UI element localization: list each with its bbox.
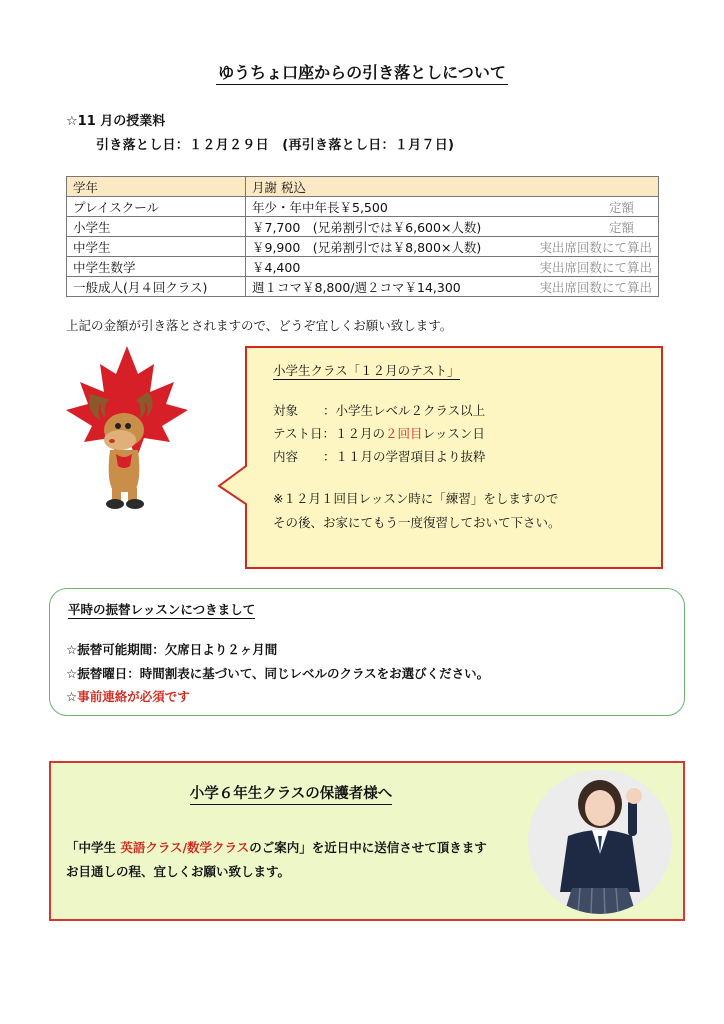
parents-title: 小学６年生クラスの保護者様へ [49,782,533,803]
fee-cell: 年少・年中年長￥5,500 [252,199,388,215]
fee-cell: ￥7,700 (兄弟割引では￥6,600×人数) [252,219,482,235]
grade-cell: 小学生 [67,217,246,237]
test-target-line: 対象 ：小学生レベル２クラス以上 [273,403,486,418]
parents-line1: 「中学生 英語クラス/数学クラスのご案内」を近日中に送信させて頂きます [66,840,487,855]
transfer-day-line: ☆振替曜日：時間割表に基づいて、同じレベルのクラスをお選びください。 [66,666,490,681]
table-header-row [67,177,659,197]
header-fee: 月謝 税込 [246,177,659,197]
table-row [67,277,659,297]
transfer-contact-line: ☆事前連絡が必須です [66,689,190,704]
fee-note: 実出席回数にて算出 [539,239,652,255]
fee-note: 定額 [608,199,634,215]
test-note-line1: ※１２月１回目レッスン時に「練習」をしますので [273,491,559,506]
debit-date-line: 引き落とし日：１２月２９日 (再引き落とし日：１月７日) [96,138,455,153]
table-footnote: 上記の金額が引き落とされますので、どうぞ宜しくお願い致します。 [66,318,453,333]
fee-table [66,176,659,297]
test-notice-title: 小学生クラス「１２月のテスト」 [273,363,460,378]
table-row [67,217,659,237]
student-photo-icon [528,770,672,914]
grade-cell: 一般成人(月４回クラス) [67,277,246,297]
test-date-line: テスト日：１２月の２回目レッスン日 [273,426,485,441]
grade-cell: 中学生 [67,237,246,257]
table-row [67,257,659,277]
fee-note: 定額 [608,219,634,235]
test-date-highlight: ２回目 [385,426,423,441]
transfer-title: 平時の振替レッスンにつきまして [68,602,256,617]
fee-cell: ￥4,400 [252,259,301,275]
grade-cell: 中学生数学 [67,257,246,277]
test-note-line2: その後、お家にてもう一度復習しておいて下さい。 [273,515,561,530]
fee-note: 実出席回数にて算出 [539,279,652,295]
transfer-period-line: ☆振替可能期間：欠席日より２ヶ月間 [66,642,278,657]
grade-cell: プレイスクール [67,197,246,217]
table-row [67,197,659,217]
student-in-uniform-photo [528,770,672,914]
required-contact-text: 事前連絡が必須です [77,689,190,704]
table-row [67,237,659,257]
fee-note: 実出席回数にて算出 [539,259,652,275]
maple-leaf-moose-mascot-icon [62,342,192,514]
page-title: ゆうちょ口座からの引き落としについて [0,60,724,83]
fee-cell: ￥9,900 (兄弟割引では￥8,800×人数) [252,239,482,255]
header-grade: 学年 [67,177,246,197]
tuition-heading: ☆11 月の授業料 [66,114,166,129]
parents-line2: お目通しの程、宜しくお願い致します。 [66,864,291,879]
class-name-highlight: 英語クラス/数学クラス [120,840,250,855]
fee-cell: 週１コマ￥8,800/週２コマ￥14,300 [252,279,461,295]
test-content-line: 内容 ：１１月の学習項目より抜粋 [273,449,486,464]
